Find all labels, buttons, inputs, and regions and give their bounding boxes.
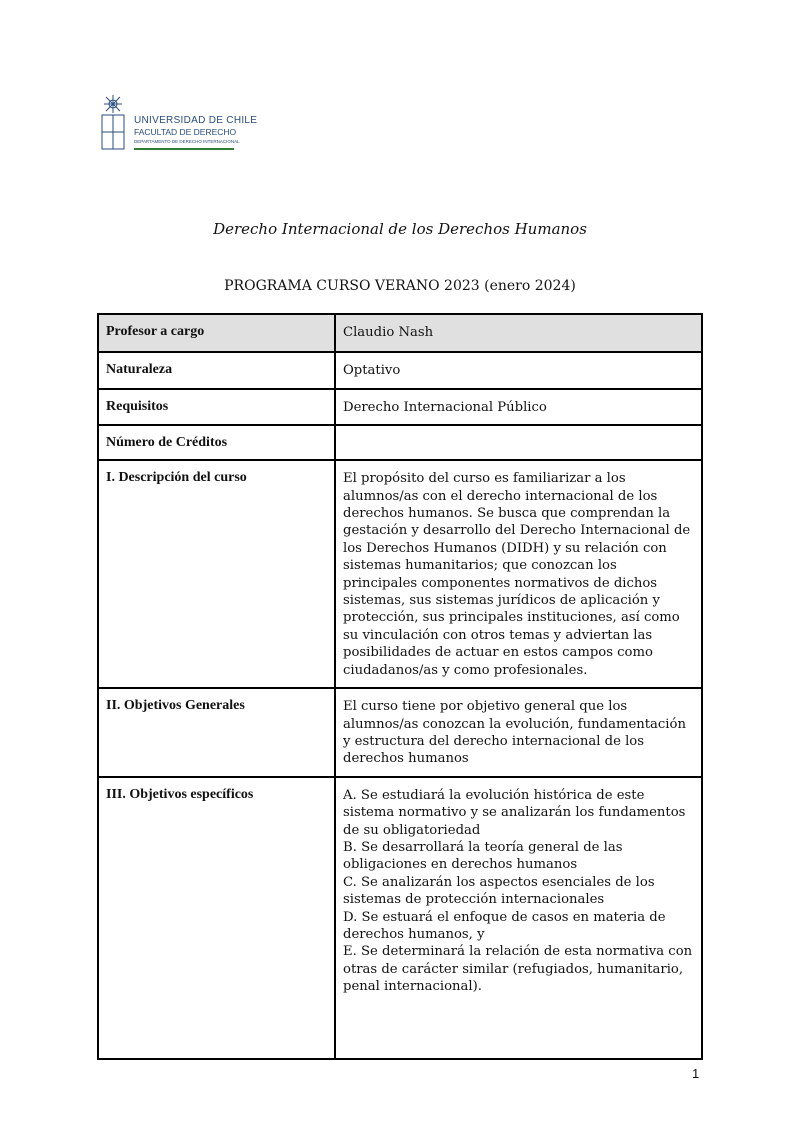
- logo-divider: [134, 148, 234, 150]
- document-subtitle: PROGRAMA CURSO VERANO 2023 (enero 2024): [224, 278, 576, 294]
- row-value: Claudio Nash: [335, 314, 702, 352]
- course-table: [97, 313, 703, 1060]
- row-value: Derecho Internacional Público: [335, 389, 702, 425]
- table-row: [98, 425, 702, 460]
- table-row: [98, 777, 702, 1059]
- row-label: Número de Créditos: [98, 425, 335, 460]
- row-label: III. Objetivos específicos: [98, 777, 335, 1059]
- objective-item: B. Se desarrollará la teoría general de las obligaciones en derechos humanos: [343, 839, 623, 873]
- row-value: [335, 777, 702, 1059]
- objective-item: E. Se determinará la relación de esta normativa con otras de carácter similar (refugiados, humanitario, penal internacional).: [343, 944, 693, 995]
- table-row: [98, 389, 702, 425]
- table-row: [98, 460, 702, 688]
- objective-item: C. Se analizarán los aspectos esenciales de los sistemas de protección internacionales: [343, 874, 655, 908]
- table-row: [98, 352, 702, 388]
- faculty-name: FACULTAD DE DERECHO: [134, 127, 237, 137]
- document-title: Derecho Internacional de los Derechos Humanos: [213, 220, 587, 238]
- row-label: II. Objetivos Generales: [98, 688, 335, 777]
- table-row: [98, 314, 702, 352]
- row-value: El curso tiene por objetivo general que los alumnos/as conozcan la evolución, fundamentación y estructura del derecho internacional de los derechos humanos: [335, 688, 702, 777]
- row-label: Naturaleza: [98, 352, 335, 388]
- university-logo: [100, 95, 260, 155]
- table-row: [98, 688, 702, 777]
- university-name: UNIVERSIDAD DE CHILE: [134, 115, 258, 126]
- row-value: El propósito del curso es familiarizar a los alumnos/as con el derecho internacional de los derechos humanos. Se busca que comprendan la gestación y desarrollo del Derecho Internacional de los Derechos Humanos (DIDH) y su relación con sistemas humanitarios; que conozcan los principales componentes normativos de dichos sistemas, sus sistemas jurídicos de aplicación y protección, sus principales instituciones, así como su vinculación con otros temas y adviertan las posibilidades de actuar en estos campos como ciudadanos/as y como profesionales.: [335, 460, 702, 688]
- row-value: [335, 425, 702, 460]
- row-label: Requisitos: [98, 389, 335, 425]
- row-label: I. Descripción del curso: [98, 460, 335, 688]
- row-value: Optativo: [335, 352, 702, 388]
- row-label: Profesor a cargo: [98, 314, 335, 352]
- crest-icon: [100, 95, 126, 150]
- objective-item: D. Se estuará el enfoque de casos en materia de derechos humanos, y: [343, 909, 666, 942]
- department-name: DEPARTAMENTO DE DERECHO INTERNACIONAL: [134, 139, 240, 144]
- objective-item: A. Se estudiará la evolución histórica de este sistema normativo y se analizarán los fundamentos de su obligatoriedad: [343, 787, 686, 838]
- page-number: 1: [692, 1066, 700, 1081]
